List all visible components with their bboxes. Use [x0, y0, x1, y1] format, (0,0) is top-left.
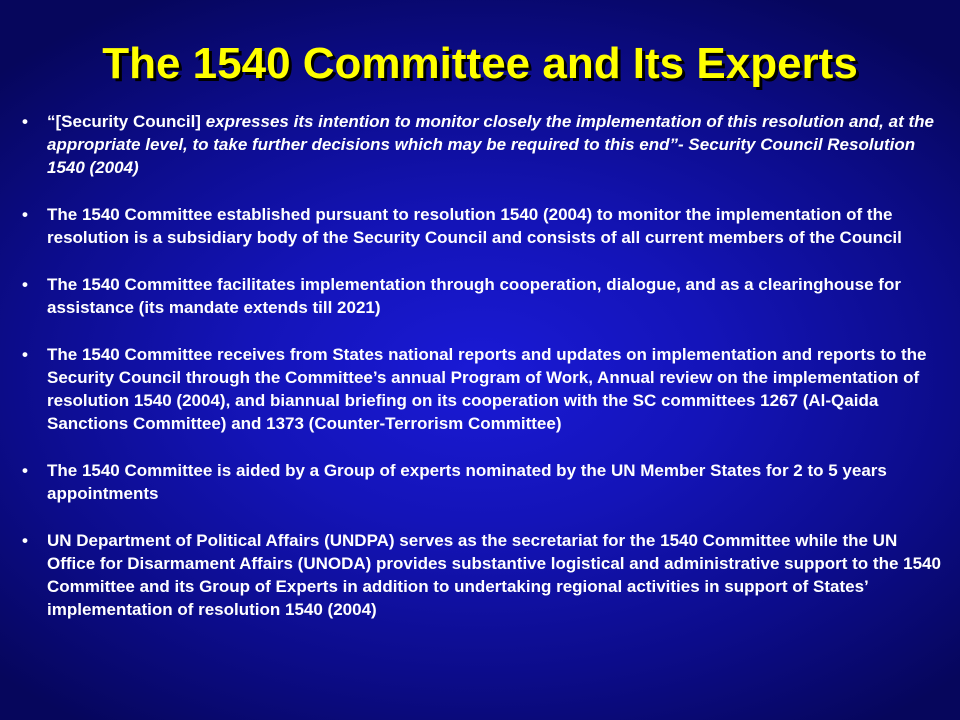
- bullet-item-quote: [22, 110, 947, 179]
- bullet-marker: •: [22, 205, 28, 224]
- bullet-item: [22, 459, 947, 505]
- bullet-text: The 1540 Committee facilitates implementation through cooperation, dialogue, and as a clearinghouse for assistance (its mandate extends till 2021): [47, 275, 901, 317]
- bullet-item: [22, 273, 947, 319]
- quote-lead-text: “[Security Council]: [47, 112, 206, 131]
- bullet-item: [22, 343, 947, 435]
- slide-title: The 1540 Committee and Its Experts: [102, 39, 858, 88]
- bullet-marker: •: [22, 531, 28, 550]
- bullet-marker: •: [22, 461, 28, 480]
- bullet-marker: •: [22, 275, 28, 294]
- bullet-list: [22, 110, 947, 645]
- quote-body-text: expresses its intention to monitor closely the implementation of this resolution and, at the appropriate level, to take further decisions which may be required to this end”- Security Council Resolution 1540 (2004): [47, 112, 934, 177]
- bullet-item: [22, 203, 947, 249]
- bullet-text: The 1540 Committee is aided by a Group of experts nominated by the UN Member States for 2 to 5 years appointments: [47, 461, 887, 503]
- bullet-marker: •: [22, 112, 28, 131]
- bullet-text: The 1540 Committee established pursuant to resolution 1540 (2004) to monitor the implementation of the resolution is a subsidiary body of the Security Council and consists of all current members of the Council: [47, 205, 902, 247]
- bullet-text: The 1540 Committee receives from States national reports and updates on implementation and reports to the Security Council through the Committee’s annual Program of Work, Annual review on the implementation of resolution 1540 (2004), and biannual briefing on its cooperation with the SC committees 1267 (Al-Qaida Sanctions Committee) and 1373 (Counter-Terrorism Committee): [47, 345, 927, 433]
- bullet-marker: •: [22, 345, 28, 364]
- bullet-item: [22, 529, 947, 621]
- bullet-text: UN Department of Political Affairs (UNDPA) serves as the secretariat for the 1540 Committee while the UN Office for Disarmament Affairs (UNODA) provides substantive logistical and administrative support to the 1540 Committee and its Group of Experts in addition to undertaking regional activities in support of States’ implementation of resolution 1540 (2004): [47, 531, 941, 619]
